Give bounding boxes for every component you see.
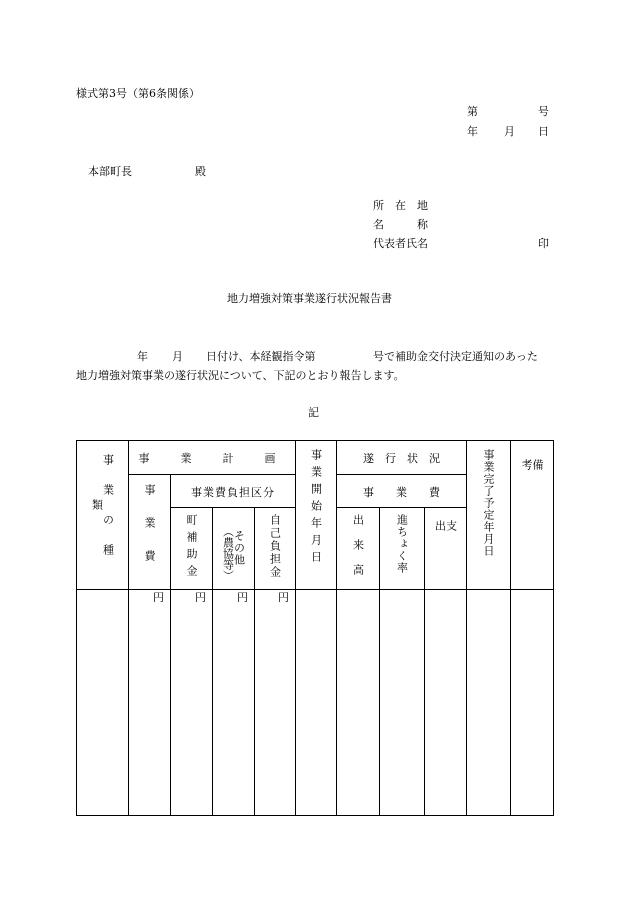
data-cell-sonota [213,590,255,816]
col-suikou-joukyou: 遂 行 状 況 [337,441,467,475]
col-kanryou: 事業完了予定年月日 [467,441,511,590]
applicant-address-label: 所 在 地 [373,199,428,212]
applicant-name-label: 名 称 [373,218,428,231]
number-dai: 第 [467,105,478,118]
col-bikou: 備考 [511,441,554,590]
document-title: 地力増強対策事業遂行状況報告書 [227,292,392,305]
seal-mark: 印 [538,237,549,250]
col-dekidaka: 出来高 [337,508,380,590]
number-go: 号 [538,105,549,118]
data-cell-shinchoku [380,590,425,816]
status-table [76,440,554,816]
body-tsuki: 月 [172,350,183,363]
data-cell-shurui [77,590,129,816]
yen-unit: 円 [195,591,206,604]
date-tsuki: 月 [504,125,515,138]
body-line2: 地力増強対策事業の遂行状況について、下記のとおり報告します。 [76,369,405,382]
col-sonota: その他 （農協等） [213,508,255,590]
col-jigyouhi: 事業費 [129,475,171,590]
body-text-a: 日付け、本経観指令第 [206,350,316,363]
col-shishutsu: 支出 [425,508,467,590]
date-hi: 日 [538,125,549,138]
data-cell-kaishi [296,590,337,816]
data-cell-bikou [511,590,554,816]
col-futan-kubun: 事業費負担区分 [171,475,296,508]
col-jigyou-shurui: 事業の種類 [77,441,129,590]
addressee-honorific: 殿 [195,165,206,178]
yen-unit: 円 [153,591,164,604]
date-nen: 年 [467,125,478,138]
yen-unit: 円 [237,591,248,604]
data-cell-kanryou [467,590,511,816]
ki-heading: 記 [308,406,319,419]
data-cell-shishutsu [425,590,467,816]
body-nen: 年 [137,350,148,363]
data-cell-dekidaka [337,590,380,816]
col-kaishi: 事業開始年月日 [296,441,337,590]
col-machi-hojokin: 町補助金 [171,508,213,590]
addressee-name: 本部町長 [88,165,132,178]
form-reference: 様式第3号（第6条関係） [76,87,200,100]
data-cell-jigyouhi [129,590,171,816]
applicant-rep-label: 代表者氏名 [373,237,428,250]
data-cell-machi [171,590,213,816]
col-jiko-futankin: 自己負担金 [255,508,296,590]
col-jigyouhi2: 事 業 費 [337,475,467,508]
yen-unit: 円 [278,591,289,604]
data-cell-jiko [255,590,296,816]
col-jigyou-keikaku: 事 業 計 画 [129,441,296,475]
body-text-b: 号で補助金交付決定通知のあった [373,350,538,363]
col-shinchoku: 進ちょく率 [380,508,425,590]
